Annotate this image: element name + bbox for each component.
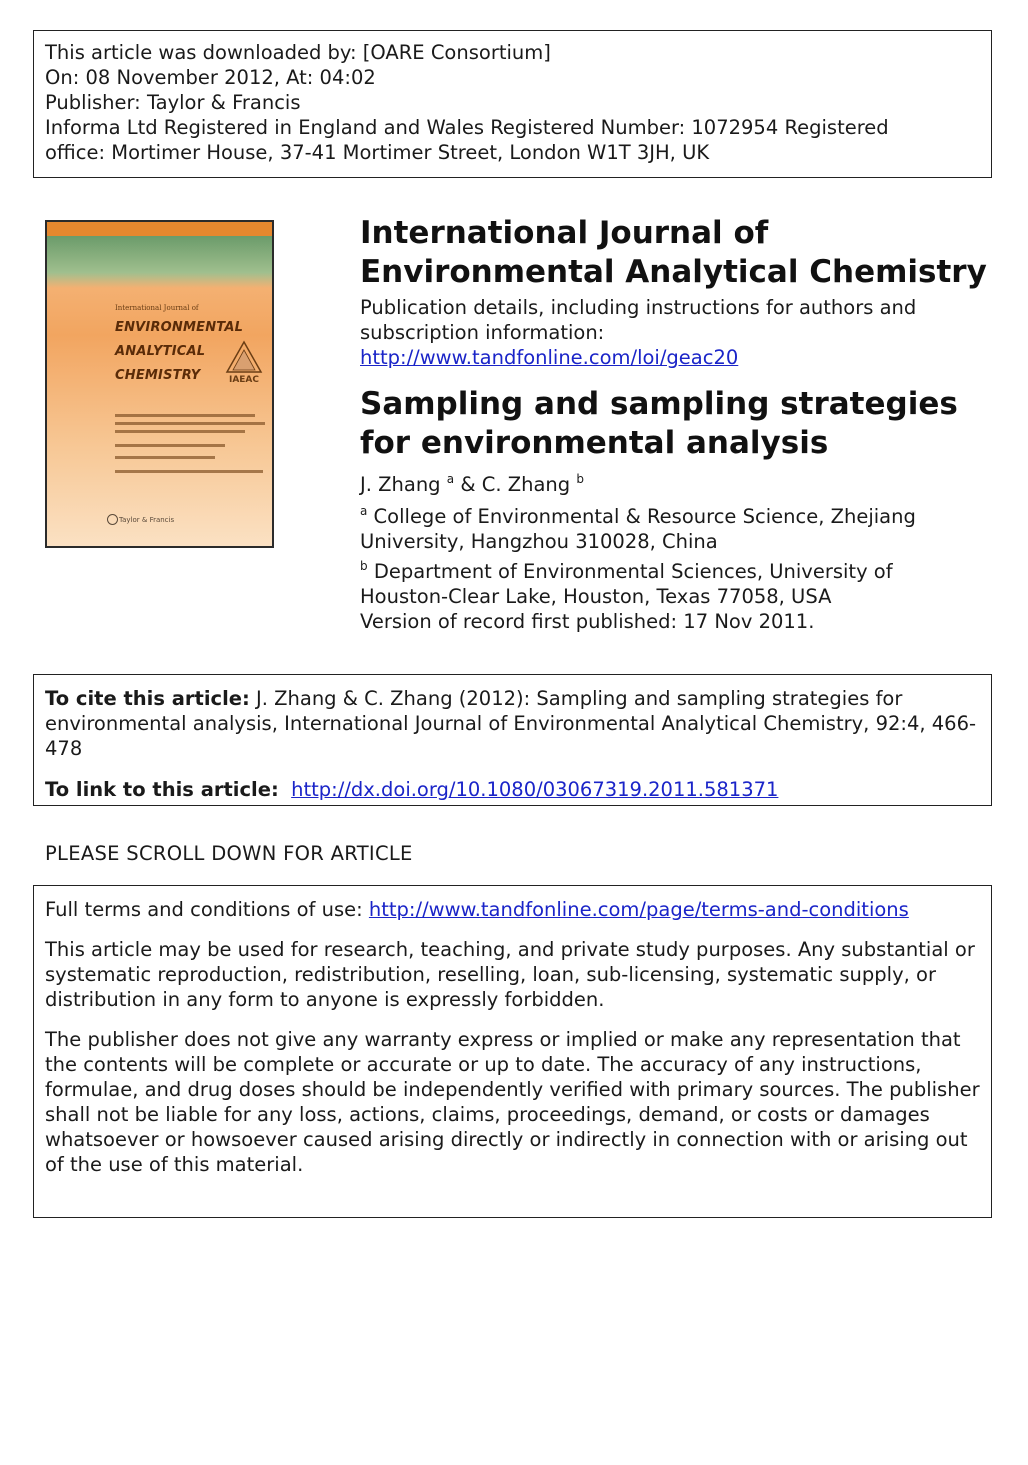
cover-text-line	[115, 430, 245, 433]
download-notice-line: Publisher: Taylor & Francis	[45, 91, 301, 114]
terms-prefix: Full terms and conditions of use:	[45, 898, 369, 921]
author-separator: &	[454, 473, 482, 496]
download-notice-line: On: 08 November 2012, At: 04:02	[45, 66, 376, 89]
cover-green-band	[47, 236, 272, 288]
cover-text-line	[115, 456, 215, 459]
cite-label: To cite this article:	[45, 687, 250, 710]
doi-link[interactable]: http://dx.doi.org/10.1080/03067319.2011.581371	[291, 778, 779, 801]
affiliation-mark: a	[360, 504, 368, 518]
scroll-down-notice: PLEASE SCROLL DOWN FOR ARTICLE	[45, 842, 413, 865]
affiliation-mark: b	[360, 559, 368, 573]
version-of-record: Version of record first published: 17 Nov 2011.	[360, 610, 815, 633]
journal-url-link[interactable]: http://www.tandfonline.com/loi/geac20	[360, 346, 739, 369]
terms-paragraph: The publisher does not give any warranty express or implied or make any representation that the contents will be complete or accurate or up to date. The accuracy of any instructions, formulae, and drug doses should be independently verified with primary sources. The publisher shall not be liable for any loss, actions, claims, proceedings, demand, or costs or damages whatsoever or howsoever caused arising directly or indirectly in connection with or arising out of the use of this material.	[45, 1028, 980, 1176]
cover-publisher: Taylor & Francis	[119, 516, 175, 524]
download-notice-box	[33, 30, 992, 178]
terms-box	[33, 885, 992, 1218]
cover-name-line: ANALYTICAL	[115, 344, 206, 359]
publication-details	[360, 295, 980, 370]
affiliation-text: Department of Environmental Sciences, University of Houston-Clear Lake, Houston, Texas 77058, USA	[360, 560, 893, 608]
download-notice-line: Informa Ltd Registered in England and Wales Registered Number: 1072954 Registered	[45, 116, 889, 139]
journal-title: International Journal of Environmental Analytical Chemistry	[360, 215, 987, 290]
author-affiliation-mark: a	[446, 472, 455, 486]
affiliation-b	[360, 559, 980, 634]
authors-line	[360, 472, 584, 497]
link-label: To link to this article:	[45, 778, 279, 801]
author-name: C. Zhang	[481, 473, 571, 496]
terms-paragraph: This article may be used for research, teaching, and private study purposes. Any substantial or systematic reproduction, redistribution, reselling, loan, sub-licensing, systematic supply, or distribution in any form to anyone is expressly forbidden.	[45, 938, 975, 1011]
author-name: J. Zhang	[360, 473, 441, 496]
cite-row	[45, 686, 980, 761]
cover-text-line	[115, 422, 265, 425]
cite-text: J. Zhang & C. Zhang (2012): Sampling and sampling strategies for environmental analysis, International Journal of Environmental Analytical Chemistry, 92:4, 466-478	[45, 687, 977, 760]
journal-cover-image	[45, 220, 274, 548]
cover-name-line: ENVIRONMENTAL	[115, 320, 244, 335]
cover-top-strip	[47, 222, 272, 236]
publisher-logo-icon	[107, 514, 118, 525]
author-affiliation-mark: b	[576, 472, 584, 486]
cover-text-line	[115, 444, 225, 447]
article-title: Sampling and sampling strategies for environmental analysis	[360, 386, 958, 461]
cover-text-line	[115, 470, 263, 473]
iaeac-logo-icon	[225, 340, 263, 384]
download-notice-line: This article was downloaded by: [OARE Consortium]	[45, 41, 551, 64]
publication-details-text: Publication details, including instructions for authors and subscription information:	[360, 296, 917, 344]
terms-url-link[interactable]: http://www.tandfonline.com/page/terms-and-conditions	[368, 898, 909, 921]
affiliation-text: College of Environmental & Resource Science, Zhejiang University, Hangzhou 310028, China	[360, 505, 916, 553]
affiliation-a	[360, 504, 980, 554]
cover-journal-small: International Journal of	[115, 304, 199, 312]
terms-link-row	[45, 897, 980, 922]
iaeac-badge-text: IAEAC	[228, 375, 260, 384]
cover-text-line	[115, 414, 255, 417]
article-link-row	[45, 777, 980, 802]
citation-box	[33, 674, 992, 806]
download-notice-line: office: Mortimer House, 37-41 Mortimer Street, London W1T 3JH, UK	[45, 141, 710, 164]
cover-name-line: CHEMISTRY	[115, 368, 201, 383]
